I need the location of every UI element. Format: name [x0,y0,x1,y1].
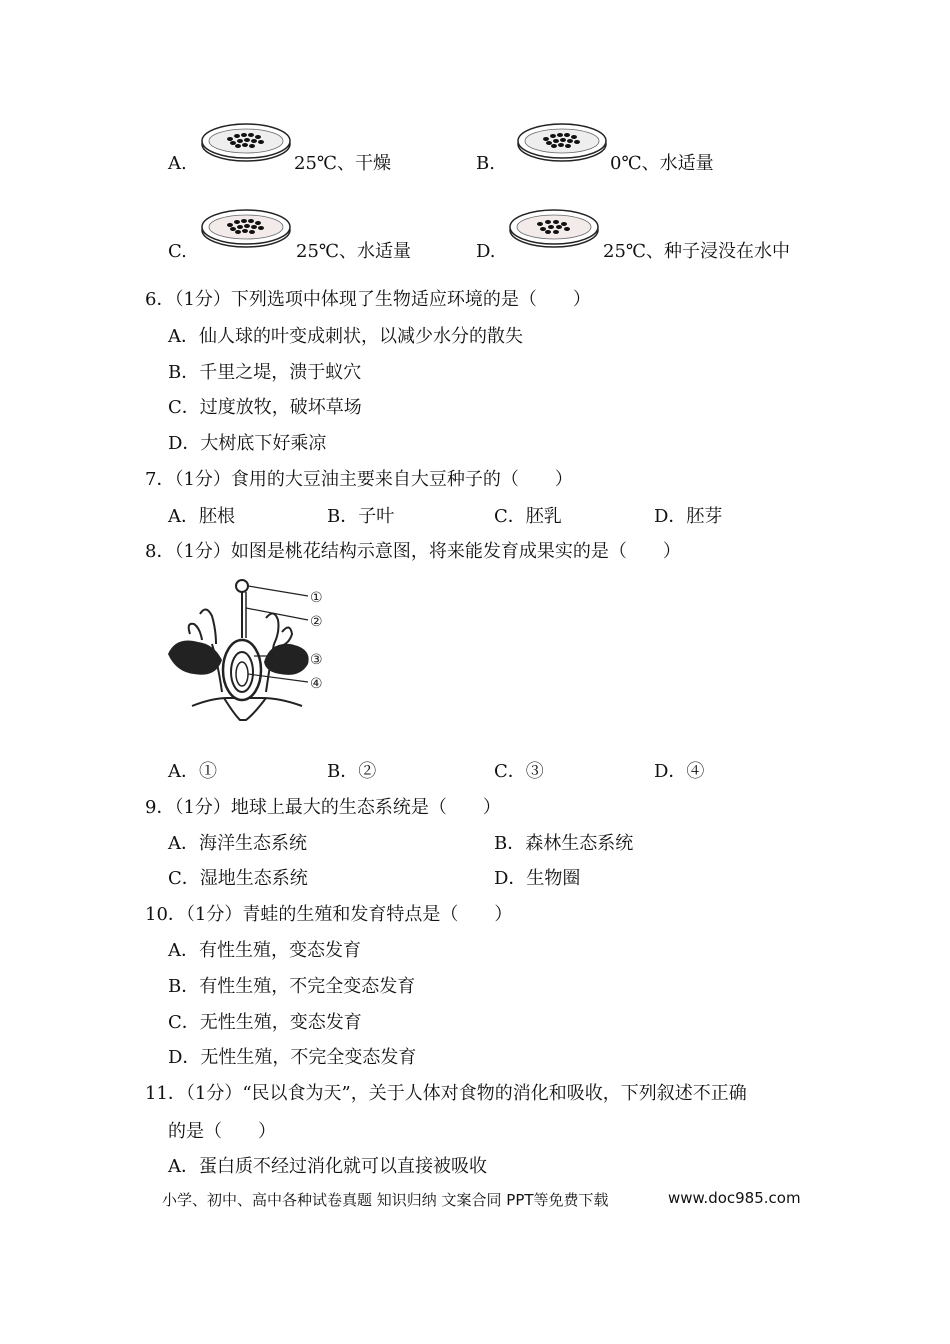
petri-dish-figure-d [508,206,600,252]
q10-option-c: C．无性生殖，变态发育 [168,1012,362,1033]
q8-option-a: A．① [168,761,217,782]
peach-flower-structure-diagram [162,574,334,724]
q6-option-b: B．千里之堤，溃于蚁穴 [168,362,362,383]
q8-option-d: D．④ [654,761,705,782]
q7-option-d: D．胚芽 [654,506,723,527]
q5-option-a-condition: 25℃、干燥 [294,153,392,174]
q6-option-d: D．大树底下好乘凉 [168,433,327,454]
q7-option-a: A．胚根 [168,506,235,527]
diagram-label-3: ③ [310,652,323,668]
petri-dish-figure-c [200,206,292,252]
q5-option-c-condition: 25℃、水适量 [296,241,412,262]
petri-dish-figure-b [516,120,608,166]
q9-option-d: D．生物圈 [494,868,581,889]
q11-option-a: A．蛋白质不经过消化就可以直接被吸收 [168,1156,487,1177]
q9-option-a: A．海洋生态系统 [168,833,307,854]
q6-stem: 6．（1分）下列选项中体现了生物适应环境的是（ ） [145,289,591,310]
q10-option-d: D．无性生殖，不完全变态发育 [168,1047,417,1068]
q6-option-a: A．仙人球的叶变成刺状，以减少水分的散失 [168,326,523,347]
q11-stem-line-2: 的是（ ） [168,1121,276,1142]
q10-option-a: A．有性生殖，变态发育 [168,940,361,961]
q8-option-c: C．③ [494,761,544,782]
q10-stem: 10．（1分）青蛙的生殖和发育特点是（ ） [145,904,513,925]
q7-option-b: B．子叶 [327,506,395,527]
diagram-label-4: ④ [310,676,323,692]
q6-option-c: C．过度放牧，破坏草场 [168,397,362,418]
q8-option-b: B．② [327,761,377,782]
q9-stem: 9．（1分）地球上最大的生态系统是（ ） [145,797,501,818]
footer-url[interactable]: www.doc985.com [668,1189,801,1207]
q8-stem: 8．（1分）如图是桃花结构示意图，将来能发育成果实的是（ ） [145,541,681,562]
diagram-label-2: ② [310,614,323,630]
q9-option-c: C．湿地生态系统 [168,868,308,889]
q7-stem: 7．（1分）食用的大豆油主要来自大豆种子的（ ） [145,469,573,490]
q10-option-b: B．有性生殖，不完全变态发育 [168,976,416,997]
q5-option-a-letter: A. [168,153,187,174]
q7-option-c: C．胚乳 [494,506,562,527]
q11-stem-line-1: 11．（1分）“民以食为天”，关于人体对食物的消化和吸收，下列叙述不正确 [145,1083,747,1104]
q9-option-b: B．森林生态系统 [494,833,634,854]
diagram-label-1: ① [310,590,323,606]
footer-text: 小学、初中、高中各种试卷真题 知识归纳 文案合同 PPT等免费下载 [162,1191,609,1209]
petri-dish-figure-a [200,120,292,166]
q5-option-b-condition: 0℃、水适量 [610,153,714,174]
q5-option-d-letter: D. [476,241,496,262]
q5-option-d-condition: 25℃、种子浸没在水中 [603,241,791,262]
q5-option-c-letter: C. [168,241,187,262]
q5-option-b-letter: B. [476,153,495,174]
